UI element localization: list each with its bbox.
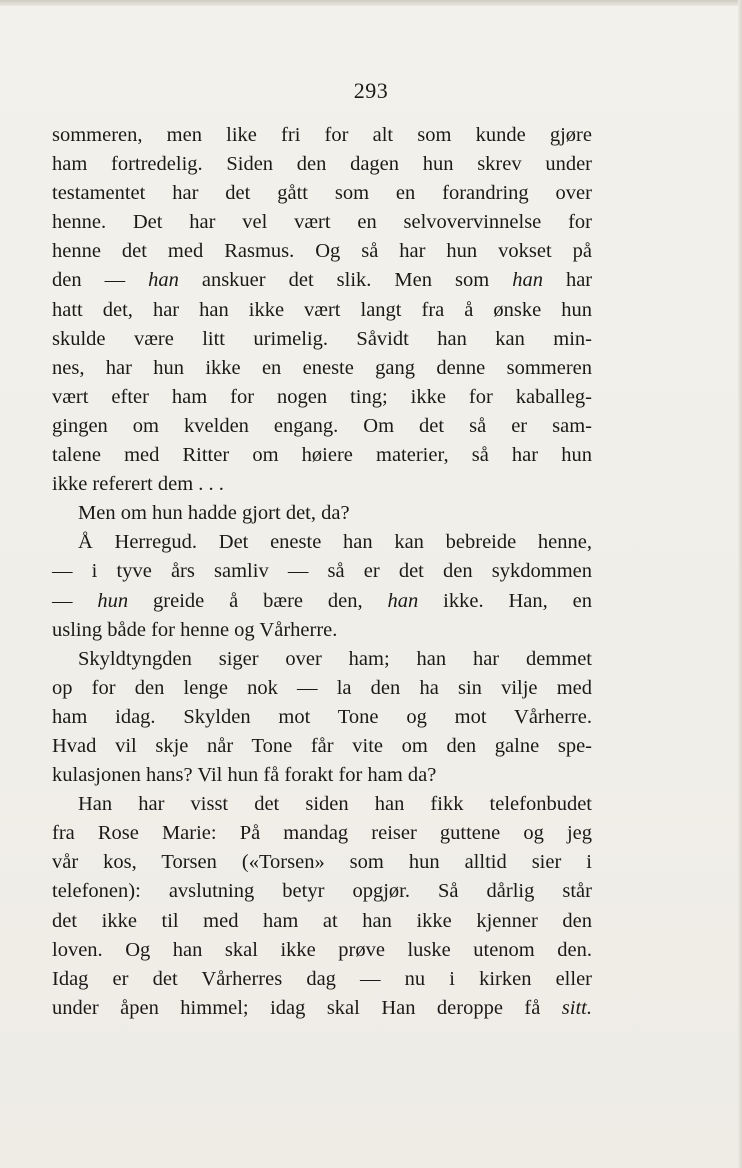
text-line: loven. Og han skal ikke prøve luske utenom den. [52,938,592,961]
text-line: vår kos, Torsen («Torsen» som hun alltid sier i [52,851,592,874]
text-line: Idag er det Vårherres dag — nu i kirken eller [52,967,592,990]
text-line: op for den lenge nok — la den ha sin vilje med [52,676,592,699]
text-line: Å Herregud. Det eneste han kan bebreide henne, [78,531,592,554]
text-line: testamentet har det gått som en forandring over [52,182,592,205]
text-line: under åpen himmel; idag skal Han deroppe få sitt. [52,996,592,1019]
text-line: ham idag. Skylden mot Tone og mot Vårherre. [52,705,592,728]
page-number: 293 [353,78,389,103]
text-line: hatt det, har han ikke vært langt fra å ønske hun [52,298,592,321]
text-line: Skyldtyngden siger over ham; han har demmet [78,647,592,670]
text-line: sommeren, men like fri for alt som kunde gjøre [52,124,592,146]
text-line: usling både for henne og Vårherre. [52,618,338,641]
page-right-edge [738,0,742,1168]
text-line: skulde være litt urimelig. Såvidt han kan min- [52,327,592,350]
text-line: henne. Det har vel vært en selvovervinnelse for [52,211,592,234]
text-line: talene med Ritter om høiere materier, så har hun [52,444,592,467]
text-line: nes, har hun ikke en eneste gang denne sommeren [52,356,592,379]
text-line: gingen om kvelden engang. Om det så er sam- [52,414,592,437]
body-text [52,121,592,1023]
text-line: — hun greide å bære den, han ikke. Han, en [52,589,593,612]
text-line: fra Rose Marie: På mandag reiser guttene og jeg [52,822,592,845]
page-top-edge [0,0,742,6]
text-line: ham fortredelig. Siden den dagen hun skrev under [52,153,592,176]
text-line: henne det med Rasmus. Og så har hun vokset på [52,240,592,263]
text-line: Han har visst det siden han fikk telefonbudet [78,793,592,816]
text-line: Men om hun hadde gjort det, da? [78,502,350,525]
text-line: ikke referert dem . . . [52,473,224,496]
text-line: vært efter ham for nogen ting; ikke for kaballeg- [52,385,592,408]
text-line: Hvad vil skje når Tone får vite om den galne spe- [52,734,592,757]
text-line: telefonen): avslutning betyr opgjør. Så dårlig står [52,880,592,903]
text-line: den — han anskuer det slik. Men som han har [52,269,593,292]
text-line: — i tyve års samliv — så er det den sykdommen [52,560,592,583]
text-line: det ikke til med ham at han ikke kjenner den [52,909,592,932]
text-line: kulasjonen hans? Vil hun få forakt for ham da? [52,764,437,787]
